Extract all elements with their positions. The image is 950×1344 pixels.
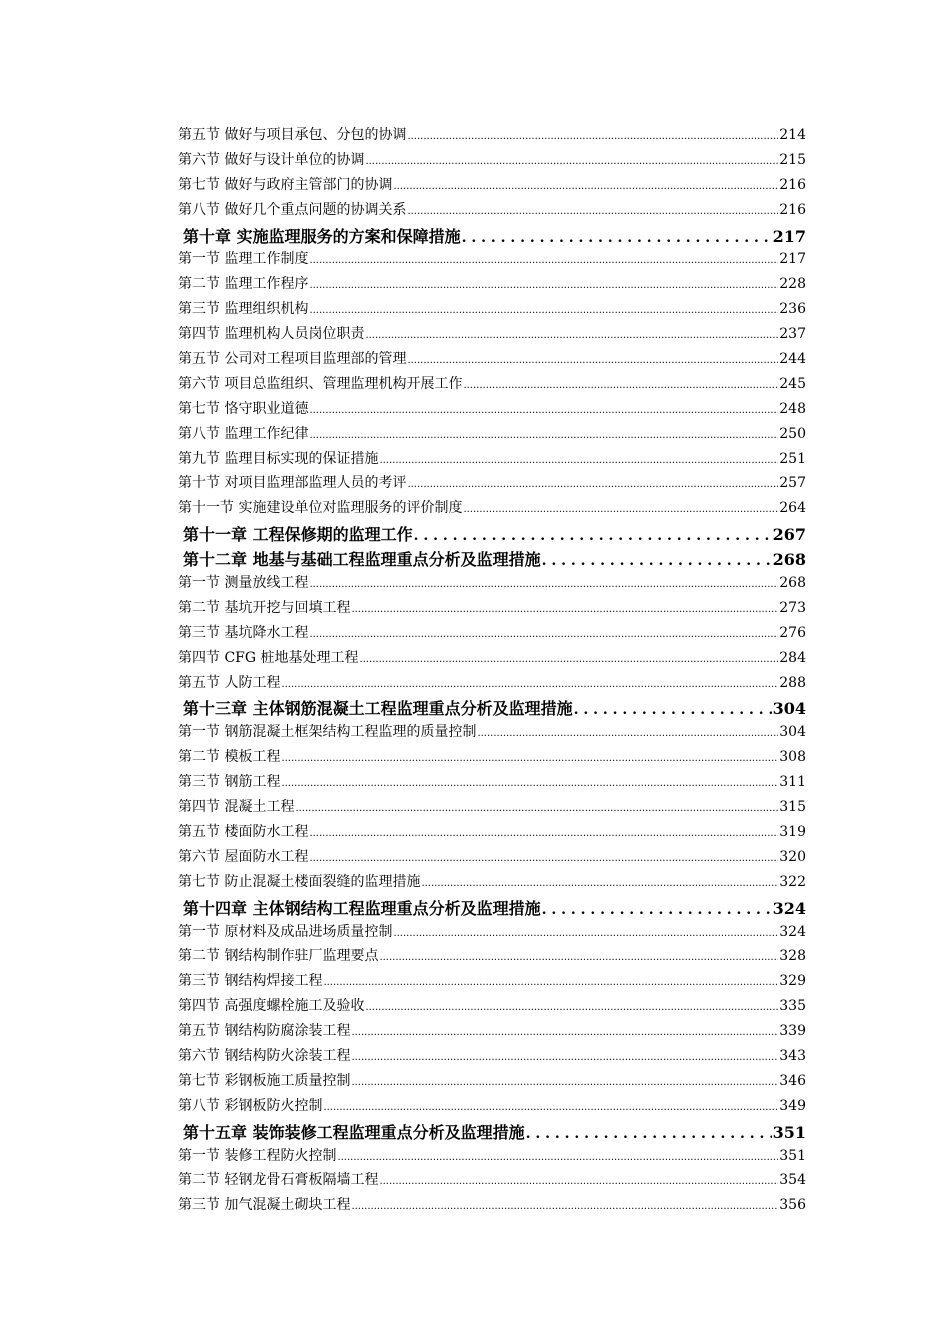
toc-dot-leader [379,1172,778,1188]
toc-entry-title: 第七节 恪守职业道德 [178,400,309,417]
toc-entry-title: 第二节 模板工程 [178,749,281,766]
toc-entry-title: 第二节 基坑开挖与回填工程 [178,599,351,616]
toc-entry-title: 第三节 钢结构焊接工程 [178,973,323,990]
toc-entry-title: 第十二章 地基与基础工程监理重点分析及监理措施 [183,550,541,570]
toc-entry-page-number: 245 [779,375,806,392]
toc-entry-page-number: 217 [772,226,806,246]
toc-entry-title: 第六节 做好与设计单位的协调 [178,151,365,168]
toc-section-entry[interactable] [178,273,806,298]
toc-entry-title: 第三节 基坑降水工程 [178,624,309,641]
toc-section-entry[interactable] [178,796,806,821]
toc-dot-leader [365,326,778,342]
toc-entry-title: 第八节 彩钢板防火控制 [178,1097,323,1114]
toc-entry-title: 第四节 CFG 桩地基处理工程 [178,649,359,666]
toc-entry-title: 第十四章 主体钢结构工程监理重点分析及监理措施 [183,898,541,918]
toc-section-entry[interactable] [178,945,806,970]
toc-dot-leader [379,948,778,964]
toc-dot-leader [477,724,778,740]
toc-entry-title: 第七节 做好与政府主管部门的协调 [178,176,393,193]
toc-dot-leader [281,675,778,691]
toc-section-entry[interactable] [178,846,806,871]
toc-entry-title: 第四节 混凝土工程 [178,799,295,816]
toc-entry-page-number: 354 [779,1172,806,1189]
toc-section-entry[interactable] [178,472,806,497]
toc-dot-leader [542,550,772,569]
toc-section-entry[interactable] [178,647,806,672]
toc-section-entry[interactable] [178,199,806,224]
toc-dot-leader [365,152,778,168]
toc-dot-leader [407,127,778,143]
toc-entry-page-number: 319 [779,823,806,840]
toc-chapter-entry[interactable] [178,896,806,921]
toc-dot-leader [462,227,772,246]
toc-entry-page-number: 268 [779,575,806,592]
toc-dot-leader [309,401,778,417]
toc-chapter-entry[interactable] [178,696,806,721]
toc-entry-page-number: 339 [779,1023,806,1040]
toc-entry-page-number: 264 [779,500,806,517]
toc-entry-page-number: 351 [779,1147,806,1164]
toc-section-entry[interactable] [178,871,806,896]
toc-dot-leader [542,899,772,918]
toc-dot-leader [281,774,778,790]
toc-entry-title: 第五节 人防工程 [178,674,281,691]
toc-chapter-entry[interactable] [178,1120,806,1145]
toc-entry-page-number: 320 [779,848,806,865]
toc-entry-page-number: 268 [772,550,806,570]
toc-section-entry[interactable] [178,248,806,273]
toc-section-entry[interactable] [178,1145,806,1170]
toc-dot-leader [365,998,778,1014]
toc-entry-title: 第十一章 工程保修期的监理工作 [183,525,413,545]
toc-entry-title: 第七节 防止混凝土楼面裂缝的监理措施 [178,873,421,890]
toc-entry-title: 第五节 做好与项目承包、分包的协调 [178,127,407,143]
toc-entry-title: 第一节 钢筋混凝土框架结构工程监理的质量控制 [178,724,477,741]
toc-dot-leader [309,849,778,865]
toc-section-entry[interactable] [178,1194,806,1219]
toc-dot-leader [351,1073,778,1089]
toc-entry-title: 第六节 屋面防水工程 [178,848,309,865]
toc-section-entry[interactable] [178,572,806,597]
toc-section-entry[interactable] [178,597,806,622]
toc-dot-leader [337,1148,778,1164]
toc-entry-title: 第二节 监理工作程序 [178,276,309,293]
toc-entry-title: 第八节 监理工作纪律 [178,425,309,442]
toc-entry-page-number: 257 [779,475,806,492]
toc-entry-page-number: 217 [779,251,806,268]
toc-dot-leader [309,276,778,292]
toc-entry-title: 第九节 监理目标实现的保证措施 [178,450,379,467]
toc-section-entry[interactable] [178,622,806,647]
toc-entry-page-number: 250 [779,425,806,442]
toc-section-entry[interactable] [178,1095,806,1120]
toc-dot-leader [393,924,778,940]
toc-entry-title: 第三节 钢筋工程 [178,774,281,791]
toc-dot-leader [463,500,778,516]
toc-section-entry[interactable] [178,1020,806,1045]
toc-entry-title: 第八节 做好几个重点问题的协调关系 [178,201,407,218]
toc-entry-page-number: 216 [779,201,806,218]
toc-section-entry[interactable] [178,373,806,398]
toc-entry-page-number: 273 [779,599,806,616]
toc-dot-leader [309,251,778,267]
toc-entry-page-number: 267 [772,525,806,545]
toc-dot-leader [421,874,778,890]
toc-entry-page-number: 329 [779,973,806,990]
toc-chapter-entry[interactable] [178,522,806,547]
toc-section-entry[interactable] [178,323,806,348]
toc-entry-title: 第五节 楼面防水工程 [178,823,309,840]
toc-entry-page-number: 288 [779,674,806,691]
toc-entry-page-number: 236 [779,301,806,318]
toc-dot-leader [414,525,772,544]
toc-dot-leader [281,749,778,765]
toc-entry-page-number: 322 [779,873,806,890]
toc-dot-leader [379,451,778,467]
toc-section-entry[interactable] [178,124,806,149]
toc-dot-leader [309,625,778,641]
toc-section-entry[interactable] [178,174,806,199]
toc-dot-leader [323,973,778,989]
toc-dot-leader [407,475,778,491]
toc-entry-page-number: 248 [779,400,806,417]
toc-entry-page-number: 356 [779,1197,806,1214]
toc-dot-leader [351,1048,778,1064]
toc-section-entry[interactable] [178,1045,806,1070]
toc-section-entry[interactable] [178,348,806,373]
toc-section-entry[interactable] [178,970,806,995]
toc-entry-title: 第二节 钢结构制作驻厂监理要点 [178,948,379,965]
toc-entry-title: 第一节 监理工作制度 [178,251,309,268]
toc-entry-page-number: 276 [779,624,806,641]
toc-entry-title: 第一节 装修工程防火控制 [178,1147,337,1164]
toc-entry-page-number: 343 [779,1047,806,1064]
table-of-contents [178,124,806,1219]
toc-dot-leader [407,351,778,367]
toc-section-entry[interactable] [178,746,806,771]
toc-entry-title: 第六节 项目总监组织、管理监理机构开展工作 [178,375,463,392]
toc-entry-page-number: 228 [779,276,806,293]
toc-entry-title: 第十一节 实施建设单位对监理服务的评价制度 [178,500,463,517]
toc-dot-leader [323,1098,778,1114]
toc-dot-leader [463,376,778,392]
toc-section-entry[interactable] [178,448,806,473]
toc-entry-page-number: 251 [779,450,806,467]
toc-section-entry[interactable] [178,995,806,1020]
toc-dot-leader [407,202,778,218]
toc-entry-page-number: 308 [779,749,806,766]
toc-entry-page-number: 216 [779,176,806,193]
toc-chapter-entry[interactable] [178,547,806,572]
toc-section-entry[interactable] [178,771,806,796]
toc-entry-page-number: 237 [779,326,806,343]
toc-dot-leader [309,426,778,442]
toc-section-entry[interactable] [178,921,806,946]
toc-entry-title: 第四节 高强度螺栓施工及验收 [178,998,365,1015]
toc-entry-title: 第二节 轻钢龙骨石膏板隔墙工程 [178,1172,379,1189]
toc-section-entry[interactable] [178,1070,806,1095]
toc-entry-page-number: 215 [779,151,806,168]
toc-entry-page-number: 335 [779,998,806,1015]
toc-entry-page-number: 304 [772,699,806,719]
toc-section-entry[interactable] [178,497,806,522]
toc-section-entry[interactable] [178,423,806,448]
toc-dot-leader [295,799,778,815]
toc-entry-title: 第四节 监理机构人员岗位职责 [178,326,365,343]
toc-entry-title: 第十三章 主体钢筋混凝土工程监理重点分析及监理措施 [183,699,573,719]
toc-entry-title: 第十五章 装饰装修工程监理重点分析及监理措施 [183,1122,525,1142]
toc-dot-leader [393,177,778,193]
toc-entry-page-number: 324 [779,923,806,940]
toc-entry-page-number: 324 [772,898,806,918]
toc-entry-page-number: 346 [779,1072,806,1089]
toc-entry-title: 第五节 公司对工程项目监理部的管理 [178,351,407,368]
toc-entry-title: 第六节 钢结构防火涂装工程 [178,1047,351,1064]
toc-entry-title: 第一节 测量放线工程 [178,575,309,592]
toc-dot-leader [574,699,772,718]
toc-section-entry[interactable] [178,298,806,323]
toc-section-entry[interactable] [178,1169,806,1194]
toc-entry-page-number: 304 [779,724,806,741]
toc-entry-page-number: 351 [772,1122,806,1142]
toc-dot-leader [309,575,778,591]
toc-dot-leader [360,650,779,666]
toc-entry-title: 第五节 钢结构防腐涂装工程 [178,1023,351,1040]
toc-dot-leader [351,600,778,616]
toc-entry-page-number: 315 [779,799,806,816]
toc-section-entry[interactable] [178,149,806,174]
toc-entry-title: 第七节 彩钢板施工质量控制 [178,1072,351,1089]
toc-entry-title: 第十章 实施监理服务的方案和保障措施 [183,226,461,246]
toc-section-entry[interactable] [178,821,806,846]
toc-dot-leader [351,1197,778,1213]
toc-entry-page-number: 284 [779,649,806,666]
toc-entry-page-number: 311 [779,774,806,791]
toc-dot-leader [526,1123,772,1142]
toc-entry-page-number: 214 [779,127,806,143]
toc-entry-page-number: 328 [779,948,806,965]
toc-section-entry[interactable] [178,398,806,423]
toc-section-entry[interactable] [178,721,806,746]
toc-dot-leader [351,1023,778,1039]
toc-chapter-entry[interactable] [178,224,806,249]
toc-entry-page-number: 244 [779,351,806,368]
toc-entry-title: 第十节 对项目监理部监理人员的考评 [178,475,407,492]
toc-entry-page-number: 349 [779,1097,806,1114]
toc-dot-leader [309,824,778,840]
toc-entry-title: 第三节 加气混凝土砌块工程 [178,1197,351,1214]
toc-entry-title: 第三节 监理组织机构 [178,301,309,318]
toc-dot-leader [309,301,778,317]
toc-section-entry[interactable] [178,672,806,697]
toc-entry-title: 第一节 原材料及成品进场质量控制 [178,923,393,940]
